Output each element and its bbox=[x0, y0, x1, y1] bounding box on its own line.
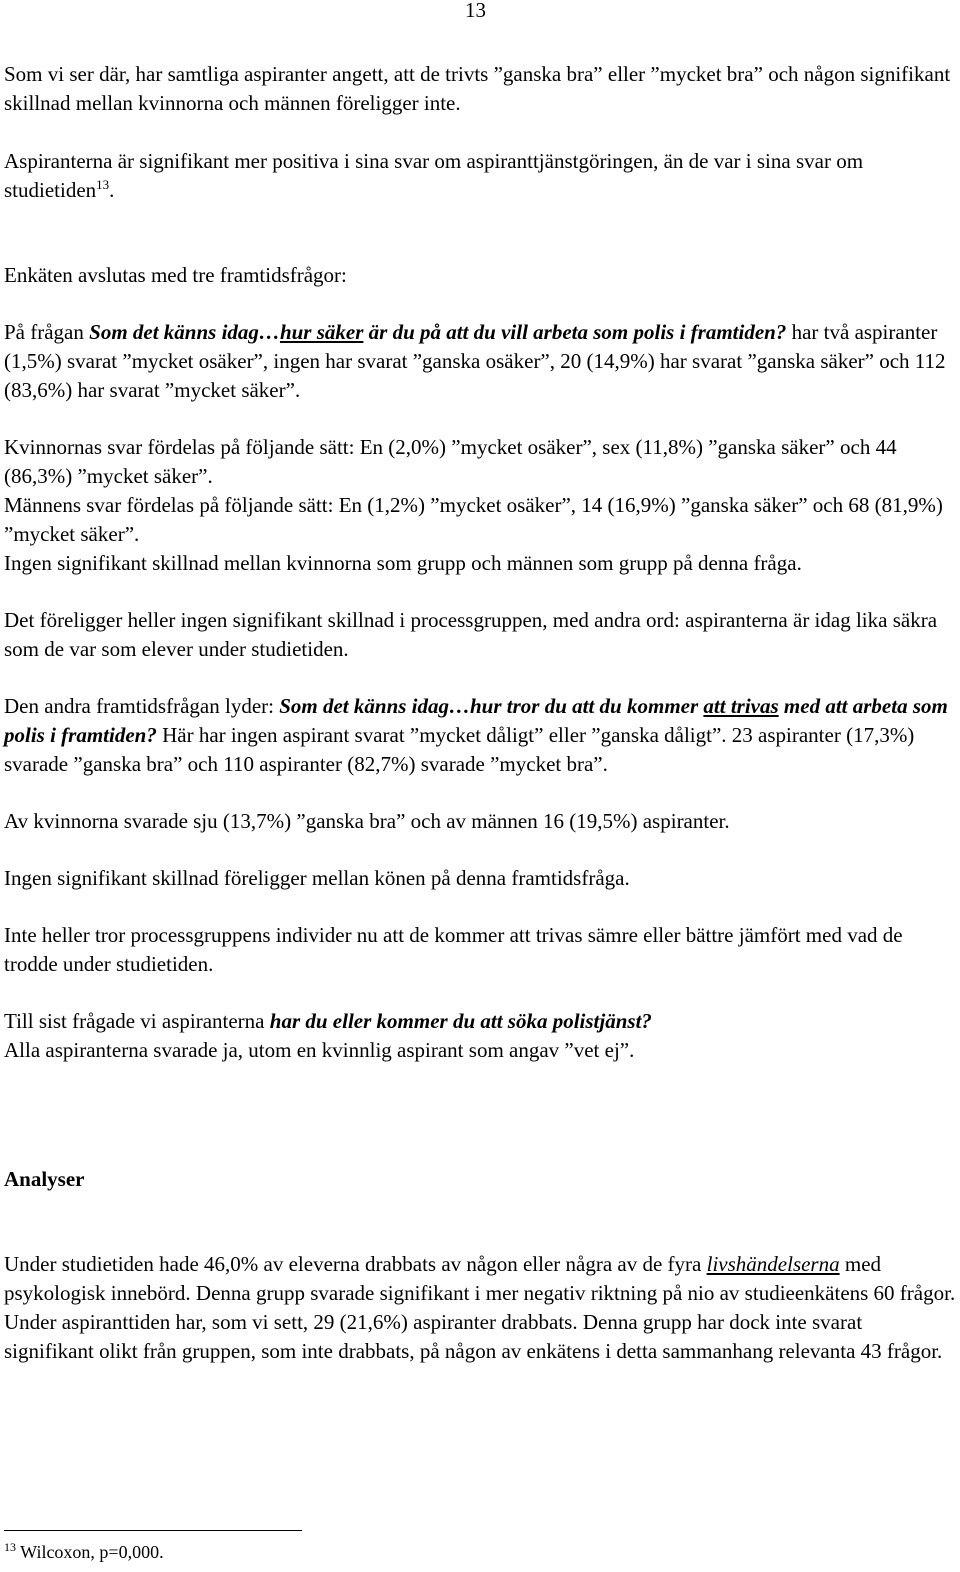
paragraph-kvinnor-man: Av kvinnorna svarade sju (13,7%) ”ganska bra” och av männen 16 (19,5%) aspiranter. bbox=[4, 809, 730, 833]
paragraph-kvinnor: Kvinnornas svar fördelas på följande sätt: En (2,0%) ”mycket osäker”, sex (11,8%) ”ganska säker” och 44 (86,3%) ”mycket säker”. bbox=[4, 435, 897, 488]
paragraph-framtidsfragor: Enkäten avslutas med tre framtidsfrågor: bbox=[4, 263, 347, 287]
question2-part-2: att trivas bbox=[703, 694, 779, 718]
footnote bbox=[4, 1541, 164, 1563]
paragraph-saker-pre: På frågan bbox=[4, 320, 90, 344]
paragraph-positiva-text: Aspiranterna är signifikant mer positiva i sina svar om aspiranttjänstgöringen, än de var i sina svar om studietiden bbox=[4, 149, 864, 202]
paragraph-polistjanst-pre: Till sist frågade vi aspiranterna bbox=[4, 1009, 270, 1033]
paragraph-polistjanst bbox=[4, 1007, 956, 1036]
paragraph-man: Männens svar fördelas på följande sätt: En (1,2%) ”mycket osäker”, 14 (16,9%) ”ganska säker” och 68 (81,9%) ”mycket säker”. bbox=[4, 493, 943, 546]
paragraph-processgruppen: Det föreligger heller ingen signifikant skillnad i processgruppen, med andra ord: aspiranterna är idag lika säkra som de var som elever under studietiden. bbox=[4, 608, 938, 661]
section-heading: Analyser bbox=[4, 1167, 85, 1191]
footnote-text: Wilcoxon, p=0,000. bbox=[16, 1542, 164, 1562]
question2-part-3: med att arbeta som polis i framtiden? bbox=[4, 694, 948, 747]
paragraph-positiva-end: . bbox=[109, 178, 115, 202]
paragraph-positiva bbox=[4, 147, 956, 205]
paragraph-trivsel: Som vi ser där, har samtliga aspiranter angett, att de trivts ”ganska bra” eller ”mycket bra” och någon signifikant skillnad mellan kvinnorna och männen föreligger inte. bbox=[4, 62, 951, 115]
document-body bbox=[4, 60, 956, 1366]
paragraph-processgruppens: Inte heller tror processgruppens individer nu att de kommer att trivas sämre eller bättre jämfört med vad de trodde under studietiden. bbox=[4, 923, 903, 976]
question-part-1: Som det känns idag… bbox=[89, 320, 280, 344]
footnote-divider bbox=[4, 1530, 302, 1531]
question2-part-1: Som det känns idag…hur tror du att du kommer bbox=[279, 694, 704, 718]
paragraph-ingen-skillnad: Ingen signifikant skillnad mellan kvinnorna som grupp och männen som grupp på denna fråga. bbox=[4, 551, 802, 575]
paragraph-svarade-ja: Alla aspiranterna svarade ja, utom en kvinnlig aspirant som angav ”vet ej”. bbox=[4, 1038, 635, 1062]
question3: har du eller kommer du att söka polistjänst? bbox=[269, 1009, 652, 1033]
paragraph-saker bbox=[4, 318, 956, 405]
paragraph-saker-rest: har två aspiranter (1,5%) svarat ”mycket osäker”, ingen har svarat ”ganska osäker”, 20 (14,9%) har svarat ”ganska säker” och 112 (83,6%) har svarat ”mycket säker”. bbox=[4, 320, 946, 402]
term-livshandelserna: livshändelserna bbox=[706, 1252, 840, 1276]
paragraph-analyser-pre: Under studietiden hade 46,0% av eleverna drabbats av någon eller några av de fyra bbox=[4, 1252, 707, 1276]
footnote-number: 13 bbox=[4, 1540, 16, 1554]
footnote-reference[interactable]: 13 bbox=[96, 177, 110, 192]
paragraph-trivas-rest: Här har ingen aspirant svarat ”mycket dåligt” eller ”ganska dåligt”. 23 aspiranter (17,3%) svarade ”ganska bra” och 110 aspiranter (82,7%) svarade ”mycket bra”. bbox=[4, 723, 915, 776]
paragraph-trivas-pre: Den andra framtidsfrågan lyder: bbox=[4, 694, 280, 718]
paragraph-analyser bbox=[4, 1250, 956, 1366]
page-number: 13 bbox=[465, 0, 486, 22]
paragraph-trivas bbox=[4, 692, 956, 779]
paragraph-konen: Ingen signifikant skillnad föreligger mellan könen på denna framtidsfråga. bbox=[4, 866, 630, 890]
question-part-2: hur säker bbox=[279, 320, 364, 344]
question-part-3: är du på att du vill arbeta som polis i framtiden? bbox=[363, 320, 787, 344]
paragraph-analyser-rest: med psykologisk innebörd. Denna grupp svarade signifikant i mer negativ riktning på nio av studieenkätens 60 frågor. Under aspiranttiden har, som vi sett, 29 (21,6%) aspiranter drabbats. Denna grupp har dock inte svarat signifikant olikt från gruppen, som inte drabbats, på någon av enkätens i detta sammanhang relevanta 43 frågor. bbox=[4, 1252, 956, 1363]
